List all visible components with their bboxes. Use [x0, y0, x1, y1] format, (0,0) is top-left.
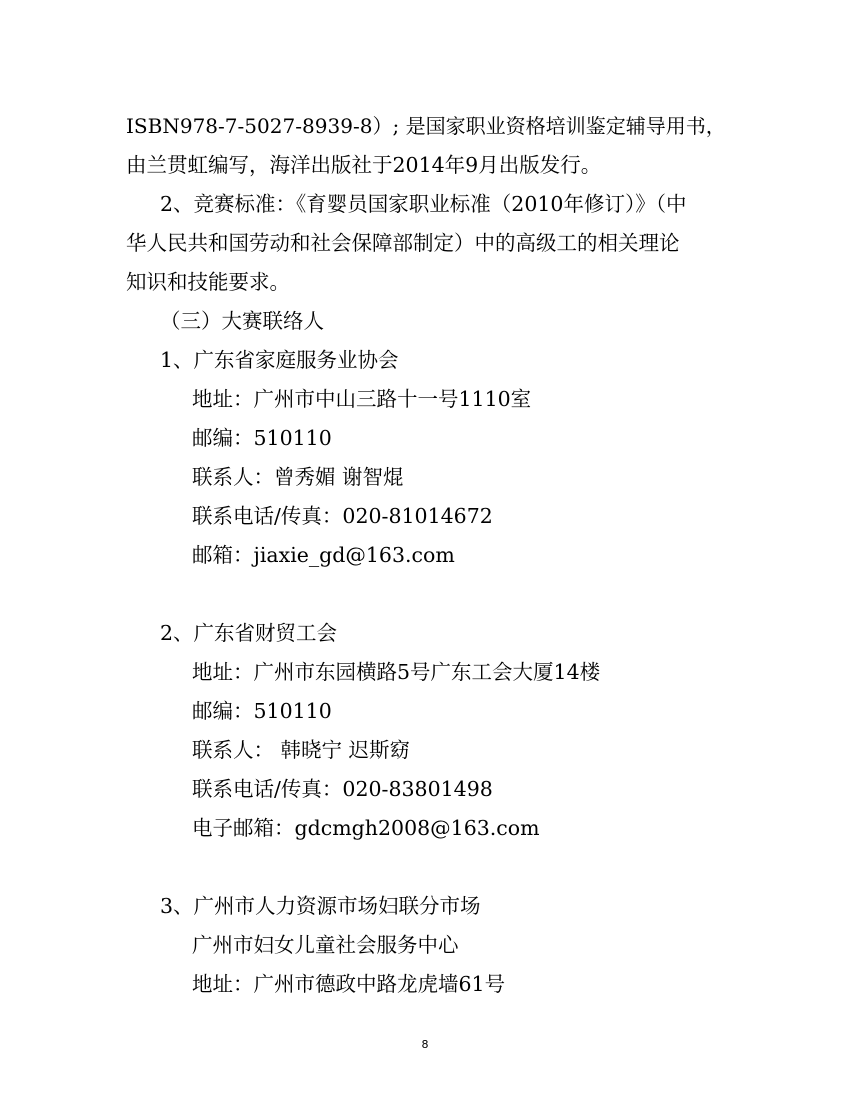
page-number: 8 — [421, 1038, 429, 1051]
contact-1-people: 联系人：曾秀媚 谢智焜 — [192, 465, 404, 489]
intro-line-2: 由兰贯虹编写，海洋出版社于2014年9月出版发行。 — [126, 153, 602, 177]
contact-1-org: 1、广东省家庭服务业协会 — [160, 348, 399, 372]
standard-line-3: 知识和技能要求。 — [126, 270, 290, 294]
standard-line-1: 2、竞赛标准：《育婴员国家职业标准（2010年修订）》（中 — [160, 192, 687, 216]
contact-2-postcode: 邮编：510110 — [192, 699, 332, 723]
contact-2-address: 地址：广州市东园横路5号广东工会大厦14楼 — [192, 660, 601, 684]
contact-3-org: 3、广州市人力资源市场妇联分市场 — [160, 894, 481, 918]
contact-1-postcode: 邮编：510110 — [192, 426, 332, 450]
contact-2-email: 电子邮箱：gdcmgh2008@163.com — [192, 816, 540, 840]
contact-2-org: 2、广东省财贸工会 — [160, 621, 338, 645]
contact-1-email: 邮箱：jiaxie_gd@163.com — [192, 543, 455, 567]
standard-line-2: 华人民共和国劳动和社会保障部制定）中的高级工的相关理论 — [126, 231, 680, 255]
section-heading: （三）大赛联络人 — [160, 309, 324, 333]
contact-2-people: 联系人： 韩晓宁 迟斯窈 — [192, 738, 411, 762]
intro-line-1: ISBN978-7-5027-8939-8）; 是国家职业资格培训鉴定辅导用书， — [126, 114, 726, 138]
contact-3-address: 地址：广州市德政中路龙虎墙61号 — [192, 972, 506, 996]
contact-2-phone: 联系电话/传真：020-83801498 — [192, 777, 493, 801]
contact-1-address: 地址：广州市中山三路十一号1110室 — [192, 387, 532, 411]
contact-1-phone: 联系电话/传真：020-81014672 — [192, 504, 493, 528]
contact-3-sub-org: 广州市妇女儿童社会服务中心 — [192, 933, 459, 957]
